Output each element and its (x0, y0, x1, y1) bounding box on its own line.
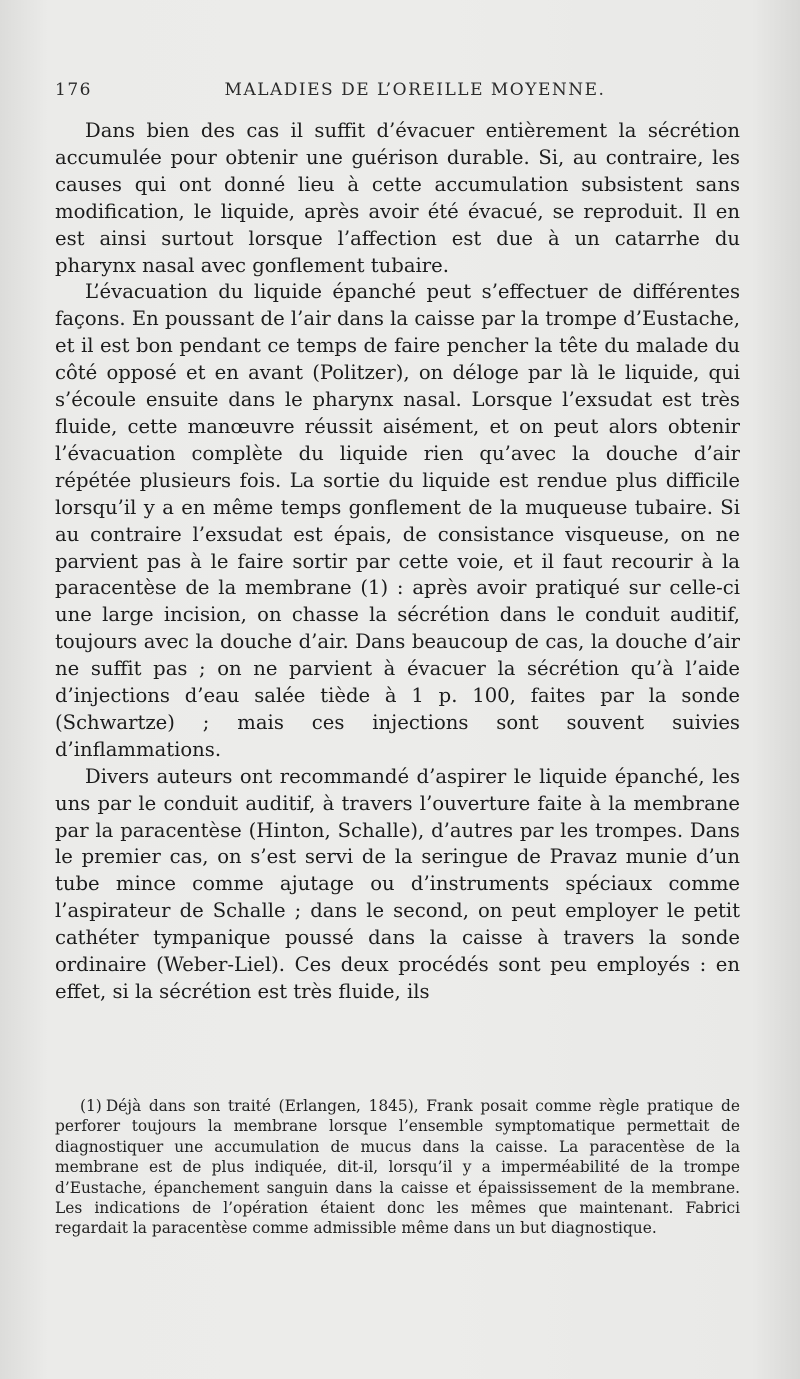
footnote-text: Déjà dans son traité (Erlangen, 1845), Frank posait comme règle pratique de perforer toujours la membrane lorsque l’ensemble symptomatique permettait de diagnostiquer une accumulation de mucus dans la caisse. La paracentèse de la membrane est de plus indiquée, dit-il, lorsqu’il y a imperméabilité de la trompe d’Eustache, épanchement sanguin dans la caisse et épaississement de la membrane. Les indications de l’opération étaient donc les mêmes que maintenant. Fabrici regardait la paracentèse comme admissible même dans un but diagnostique. (55, 1097, 740, 1238)
paragraph: Dans bien des cas il suffit d’évacuer entièrement la sécrétion accumulée pour obtenir une guérison durable. Si, au contraire, les causes qui ont donné lieu à cette accumulation subsistent sans modification, le liquide, après avoir été évacué, se reproduit. Il en est ainsi surtout lorsque l’affection est due à un catarrhe du pharynx nasal avec gonflement tubaire. (55, 119, 740, 277)
footnote (55, 1096, 740, 1239)
footnotes (55, 1096, 740, 1239)
page-number: 176 (55, 80, 92, 100)
running-title: MALADIES DE L’OREILLE MOYENNE. (224, 80, 606, 100)
paragraph: Divers auteurs ont recommandé d’aspirer le liquide épanché, les uns par le conduit auditif, à travers l’ouverture faite à la membrane par la paracentèse (Hinton, Schalle), d’autres par les trompes. Dans le premier cas, on s’est servi de la seringue de Pravaz munie d’un tube mince comme ajutage ou d’instruments spéciaux comme l’aspirateur de Schalle ; dans le second, on peut employer le petit cathéter tympanique poussé dans la caisse à travers la sonde ordinaire (Weber-Liel). Ces deux procédés sont peu employés : en effet, si la sécrétion est très fluide, ils (55, 764, 740, 1003)
paragraph: L’évacuation du liquide épanché peut s’effectuer de différentes façons. En poussant de l’air dans la caisse par la trompe d’Eustache, et il est bon pendant ce temps de faire pencher la tête du malade du côté opposé et en avant (Politzer), on déloge par là le liquide, qui s’écoule ensuite dans le pharynx nasal. Lorsque l’exsudat est très fluide, cette manœuvre réussit aisément, et on peut alors obtenir l’évacuation complète du liquide rien qu’avec la douche d’air répétée plusieurs fois. La sortie du liquide est rendue plus difficile lorsqu’il y a en même temps gonflement de la muqueuse tubaire. Si au contraire l’exsudat est épais, de consistance visqueuse, on ne parvient pas à le faire sortir par cette voie, et il faut recourir à la paracentèse de la membrane (1) : après avoir pratiqué sur celle-ci une large incision, on chasse la sécrétion dans le conduit auditif, toujours avec la douche d’air. Dans beaucoup de cas, la douche d’air ne suffit pas ; on ne parvient à évacuer la sécrétion qu’à l’aide d’injections d’eau salée tiède à 1 p. 100, faites par la sonde (Schwartze) ; mais ces injections sont souvent suivies d’inflammations. (55, 280, 740, 761)
page-header (55, 80, 745, 108)
footnote-marker: (1) (80, 1097, 102, 1115)
main-text (55, 118, 740, 1006)
